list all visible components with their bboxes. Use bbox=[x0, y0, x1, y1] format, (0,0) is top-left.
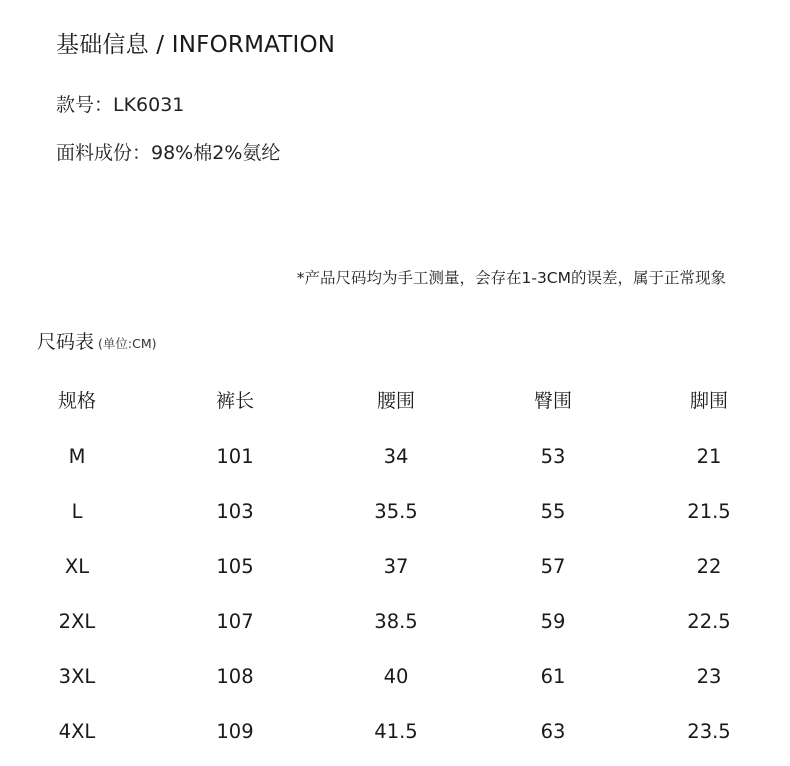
size-cell: M bbox=[68, 445, 86, 468]
header-waist: 腰围 bbox=[376, 390, 415, 412]
hip-cell: 61 bbox=[540, 665, 566, 688]
table-row bbox=[0, 429, 790, 484]
waist-cell: 37 bbox=[383, 555, 409, 578]
hip-cell: 63 bbox=[540, 720, 566, 743]
table-row bbox=[0, 539, 790, 594]
hip-cell: 53 bbox=[540, 445, 566, 468]
waist-cell: 40 bbox=[383, 665, 409, 688]
header-length: 裤长 bbox=[215, 390, 254, 412]
table-row bbox=[0, 594, 790, 649]
waist-cell: 38.5 bbox=[374, 610, 418, 633]
header-size: 规格 bbox=[57, 390, 96, 412]
hip-cell: 55 bbox=[540, 500, 566, 523]
style-number: 款号：LK6031 bbox=[56, 94, 185, 116]
table-row bbox=[0, 649, 790, 704]
leg-opening-cell: 23 bbox=[696, 665, 722, 688]
size-cell: 3XL bbox=[58, 665, 96, 688]
leg-opening-cell: 21.5 bbox=[687, 500, 731, 523]
header-hip: 臀围 bbox=[533, 390, 572, 412]
measurement-note: *产品尺码均为手工测量，会存在1-3CM的误差，属于正常现象 bbox=[296, 269, 726, 287]
waist-cell: 41.5 bbox=[374, 720, 418, 743]
size-cell: L bbox=[71, 500, 83, 523]
leg-opening-cell: 23.5 bbox=[687, 720, 731, 743]
hip-cell: 59 bbox=[540, 610, 566, 633]
length-cell: 108 bbox=[216, 665, 254, 688]
waist-cell: 35.5 bbox=[374, 500, 418, 523]
header-leg-opening: 脚围 bbox=[689, 390, 728, 412]
size-cell: XL bbox=[64, 555, 90, 578]
info-section-title: 基础信息 / INFORMATION bbox=[56, 32, 336, 58]
size-table-title: 尺码表 bbox=[37, 331, 95, 353]
size-table bbox=[0, 374, 790, 759]
leg-opening-cell: 22 bbox=[696, 555, 722, 578]
length-cell: 109 bbox=[216, 720, 254, 743]
fabric-composition: 面料成份：98%棉2%氨纶 bbox=[56, 142, 281, 164]
size-cell: 4XL bbox=[58, 720, 96, 743]
table-row bbox=[0, 704, 790, 759]
length-cell: 105 bbox=[216, 555, 254, 578]
table-header-row bbox=[0, 374, 790, 429]
size-table-unit: (单位:CM) bbox=[98, 336, 157, 351]
length-cell: 103 bbox=[216, 500, 254, 523]
waist-cell: 34 bbox=[383, 445, 409, 468]
hip-cell: 57 bbox=[540, 555, 566, 578]
table-row bbox=[0, 484, 790, 539]
size-table-heading bbox=[37, 327, 157, 354]
size-cell: 2XL bbox=[58, 610, 96, 633]
length-cell: 107 bbox=[216, 610, 254, 633]
length-cell: 101 bbox=[216, 445, 254, 468]
leg-opening-cell: 22.5 bbox=[687, 610, 731, 633]
leg-opening-cell: 21 bbox=[696, 445, 722, 468]
